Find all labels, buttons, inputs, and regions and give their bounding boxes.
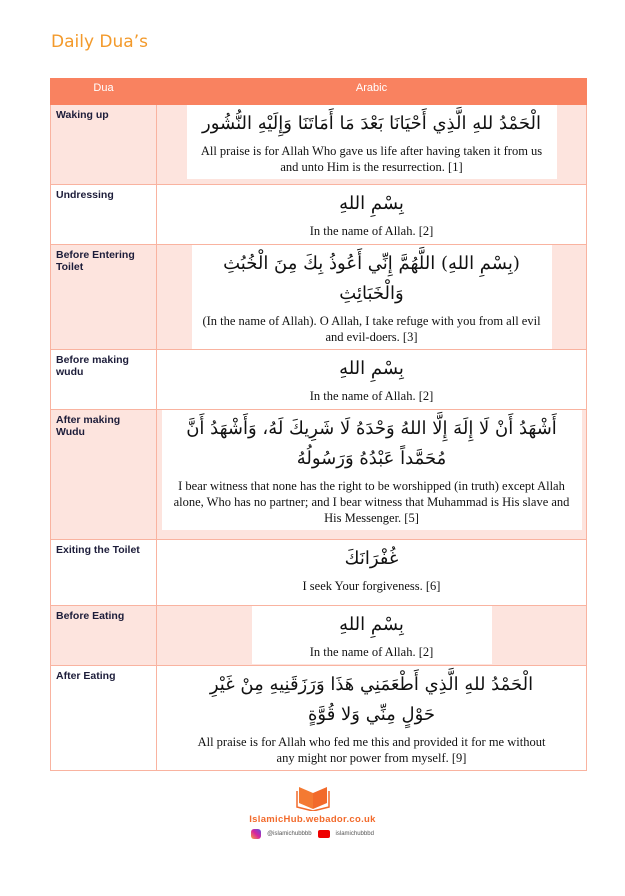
dua-text-box (187, 105, 557, 179)
dua-text-box (252, 606, 492, 664)
dua-name: Before Entering Toilet (51, 245, 157, 350)
youtube-icon (318, 830, 330, 838)
english-translation: I seek Your forgiveness. [6] (302, 579, 441, 593)
english-translation: In the name of Allah. [2] (309, 389, 434, 403)
dua-content-cell (157, 606, 587, 666)
dua-text-box (252, 350, 492, 408)
dua-name: After making Wudu (51, 410, 157, 540)
header-dua: Dua (51, 79, 157, 105)
table-row (51, 105, 587, 185)
dua-table (50, 78, 587, 771)
dua-text-box (252, 185, 492, 243)
dua-text-box (187, 666, 557, 770)
dua-name: Waking up (51, 105, 157, 185)
header-arabic: Arabic (157, 79, 587, 105)
instagram-handle[interactable]: @islamichubbbb (267, 831, 312, 837)
page-title: Daily Dua’s (51, 32, 148, 52)
english-translation: (In the name of Allah). O Allah, I take refuge with you from all evil and evil-doers. [3] (202, 314, 541, 344)
dua-content-cell (157, 105, 587, 185)
table-row (51, 540, 587, 606)
dua-text-box (252, 540, 492, 598)
dua-content-cell (157, 410, 587, 540)
arabic-text: بِسْمِ اللهِ (339, 358, 404, 379)
table-row (51, 185, 587, 245)
dua-name: Exiting the Toilet (51, 540, 157, 606)
english-translation: I bear witness that none has the right to be worshipped (in truth) except Allah alone, Who has no partner; and I bear witness that Muhammad is His slave and His Messenger. [5] (173, 479, 570, 525)
dua-text-box (162, 410, 582, 530)
arabic-text: غُفْرَانَكَ (344, 548, 399, 569)
arabic-text: الْحَمْدُ للهِ الَّذِي أَطْعَمَنِي هَذَا وَرَزَقَنِيهِ مِنْ غَيْرِ حَوْلٍ مِنِّي وَلا قُوَّةٍ (209, 674, 534, 725)
table-row (51, 666, 587, 771)
dua-content-cell (157, 245, 587, 350)
book-logo-icon (296, 785, 330, 811)
instagram-icon (251, 829, 261, 839)
dua-content-cell (157, 666, 587, 771)
table-row (51, 350, 587, 410)
arabic-text: بِسْمِ اللهِ (339, 193, 404, 214)
dua-name: Before Eating (51, 606, 157, 666)
english-translation: In the name of Allah. [2] (309, 645, 434, 659)
table-row (51, 606, 587, 666)
arabic-text: (بِسْمِ اللهِ) اللَّهُمَّ إِنِّي أَعُوذُ بِكَ مِنَ الْخُبُثِ وَالْخَبَائِثِ (223, 253, 520, 304)
dua-content-cell (157, 540, 587, 606)
dua-name: After Eating (51, 666, 157, 771)
arabic-text: الْحَمْدُ للهِ الَّذِي أَحْيَانَا بَعْدَ مَا أَمَاتَنَا وَإِلَيْهِ النُّشُور (202, 113, 541, 134)
table-row (51, 245, 587, 350)
dua-text-box (192, 245, 552, 349)
arabic-text: بِسْمِ اللهِ (339, 614, 404, 635)
english-translation: All praise is for Allah who fed me this and provided it for me without any might nor power from myself. [9] (197, 735, 546, 765)
footer (0, 785, 625, 849)
english-translation: In the name of Allah. [2] (309, 224, 434, 238)
english-translation: All praise is for Allah Who gave us life after having taken it from us and unto Him is the resurrection. [1] (200, 144, 543, 174)
site-link[interactable]: IslamicHub.webador.co.uk (249, 814, 376, 825)
table-row (51, 410, 587, 540)
youtube-handle[interactable]: islamichubbbd (335, 831, 374, 837)
dua-content-cell (157, 185, 587, 245)
dua-name: Undressing (51, 185, 157, 245)
dua-content-cell (157, 350, 587, 410)
dua-name: Before making wudu (51, 350, 157, 410)
arabic-text: أَشْهَدُ أَنْ لَا إِلَهَ إِلَّا اللهُ وَحْدَهُ لَا شَرِيكَ لَهُ، وَأَشْهَدُ أَنَّ مُحَمَّداً عَبْدُهُ وَرَسُولُهُ (186, 418, 557, 469)
